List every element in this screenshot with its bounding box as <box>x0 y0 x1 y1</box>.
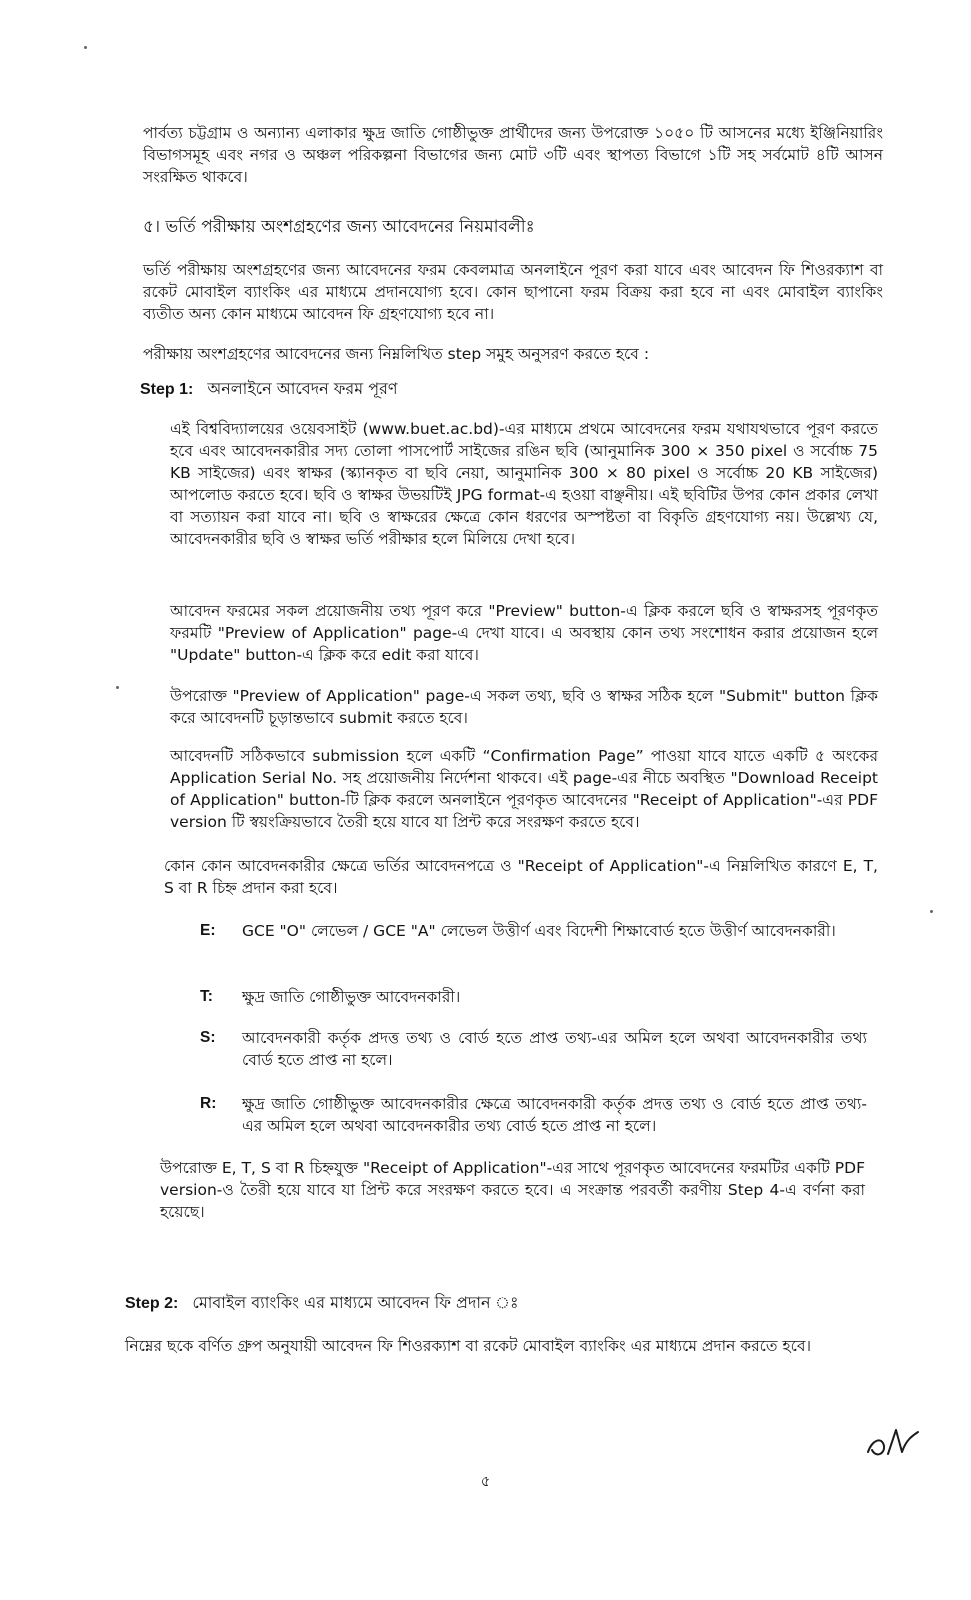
code-label-r: R: <box>200 1095 217 1112</box>
code-row-s <box>200 1027 870 1071</box>
step-1-submit-paragraph: উপরোক্ত "Preview of Application" page-এ সকল তথ্য, ছবি ও স্বাক্ষর সঠিক হলে "Submit" button ক্লিক করে আবেদনটি চূড়ান্তভাবে submit করতে হবে। <box>170 687 878 727</box>
step-2-label: Step 2: <box>125 1295 179 1312</box>
step-1-confirmation-paragraph: আবেদনটি সঠিকভাবে submission হলে একটি “Confirmation Page” পাওয়া যাবে যাতে একটি ৫ অংকের Application Serial No. সহ প্রয়োজনীয় নির্দেশনা থাকবে। এই page-এর নীচে অবস্থিত "Download Receipt of Application" button-টি ক্লিক করলে অনলাইনে পূরণকৃত আবেদনের "Receipt of Application"-এর PDF version টি স্বয়ংক্রিয়ভাবে তৈরী হয়ে যাবে যা প্রিন্ট করে সংরক্ষণ করতে হবে। <box>170 747 878 831</box>
code-desc-r: ক্ষুদ্র জাতি গোষ্ঠীভুক্ত আবেদনকারীর ক্ষেত্রে আবেদনকারী কর্তৃক প্রদত্ত তথ্য ও বোর্ড হতে প্রাপ্ত তথ্য-এর অমিল হলে অথবা আবেদনকারীর তথ্য বোর্ড হতে প্রাপ্ত না হলে। <box>242 1095 867 1135</box>
step-1-marks-paragraph: কোন কোন আবেদনকারীর ক্ষেত্রে ভর্তির আবেদনপত্রে ও "Receipt of Application"-এ নিম্নলিখিত কারণে E, T, S বা R চিহ্ন প্রদান করা হবে। <box>164 857 878 897</box>
code-desc-e: GCE "O" লেভেল / GCE "A" লেভেল উত্তীর্ণ এবং বিদেশী শিক্ষাবোর্ড হতে উত্তীর্ণ আবেদনকারী। <box>242 922 836 940</box>
step-2-heading <box>125 1292 865 1315</box>
page-number: ৫ <box>480 1472 491 1490</box>
step-1-preview-paragraph: আবেদন ফরমের সকল প্রয়োজনীয় তথ্য পূরণ করে "Preview" button-এ ক্লিক করলে ছবি ও স্বাক্ষরসহ পূরণকৃত ফরমটি "Preview of Application" page-এ দেখা যাবে। এ অবস্থায় কোন তথ্য সংশোধন করার প্রয়োজন হলে "Update" button-এ ক্লিক করে edit করা যাবে। <box>170 602 878 664</box>
code-row-r <box>200 1093 870 1137</box>
step-1-heading <box>140 378 880 401</box>
code-row-e <box>200 920 870 964</box>
step-1-photo-paragraph: এই বিশ্ববিদ্যালয়ের ওয়েবসাইট (www.buet.ac.bd)-এর মাধ্যমে প্রথমে আবেদনের ফরম যথাযথভাবে পূরণ করতে হবে এবং আবেদনকারীর সদ্য তোলা পাসপোর্ট সাইজের রঙিন ছবি (আনুমানিক 300 × 350 pixel ও সর্বোচ্চ 75 KB সাইজের) এবং স্বাক্ষর (স্ক্যানকৃত বা ছবি নেয়া, আনুমানিক 300 × 80 pixel ও সর্বোচ্চ 20 KB সাইজের) আপলোড করতে হবে। ছবি ও স্বাক্ষর উভয়টিই JPG format-এ হওয়া বাঞ্ছনীয়। এই ছবিটির উপর কোন প্রকার লেখা বা সত্যায়ন করা যাবে না। ছবি ও স্বাক্ষরের ক্ষেত্রে কোন ধরণের অস্পষ্টতা বা বিকৃতি গ্রহণযোগ্য নয়। উল্লেখ্য যে, আবেদনকারীর ছবি ও স্বাক্ষর ভর্তি পরীক্ষার হলে মিলিয়ে দেখা হবে। <box>170 420 878 548</box>
intro-paragraph: পার্বত্য চট্টগ্রাম ও অন্যান্য এলাকার ক্ষুদ্র জাতি গোষ্ঠীভুক্ত প্রার্থীদের জন্য উপরোক্ত ১০৫০ টি আসনের মধ্যে ইঞ্জিনিয়ারিং বিভাগসমূহ এবং নগর ও অঞ্চল পরিকল্পনা বিভাগের জন্য মোট ৩টি এবং স্থাপত্য বিভাগে ১টি সহ সর্বমোট ৪টি আসন সংরক্ষিত থাকবে। <box>143 124 883 186</box>
code-label-t: T: <box>200 988 213 1005</box>
handwritten-initial-signature <box>862 1422 922 1462</box>
section-5-heading: ৫। ভর্তি পরীক্ষায় অংশগ্রহণের জন্য আবেদনের নিয়মাবলীঃ <box>143 217 535 237</box>
step-1-title: অনলাইনে আবেদন ফরম পূরণ <box>207 379 398 398</box>
code-row-t <box>200 986 870 1008</box>
step-1-label: Step 1: <box>140 381 194 398</box>
step-2-paragraph: নিম্নের ছকে বর্ণিত গ্রুপ অনুযায়ী আবেদন ফি শিওরক্যাশ বা রকেট মোবাইল ব্যাংকিং এর মাধ্যমে প্রদান করতে হবে। <box>125 1337 811 1355</box>
code-label-e: E: <box>200 922 216 939</box>
scan-speck <box>116 686 119 689</box>
step-1-after-paragraph: উপরোক্ত E, T, S বা R চিহ্নযুক্ত "Receipt of Application"-এর সাথে পূরণকৃত আবেদনের ফরমটির একটি PDF version-ও তৈরী হয়ে যাবে যা প্রিন্ট করে সংরক্ষণ করতে হবে। এ সংক্রান্ত পরবর্তী করণীয় Step 4-এ বর্ণনা করা হয়েছে। <box>160 1159 865 1221</box>
section-5-paragraph: ভর্তি পরীক্ষায় অংশগ্রহণের জন্য আবেদনের ফরম কেবলমাত্র অনলাইনে পূরণ করা যাবে এবং আবেদন ফি শিওরক্যাশ বা রকেট মোবাইল ব্যাংকিং এর মাধ্যমে প্রদানযোগ্য হবে। কোন ছাপানো ফরম বিক্রয় করা হবে না এবং মোবাইল ব্যাংকিং ব্যতীত অন্য কোন মাধ্যমে আবেদন ফি গ্রহণযোগ্য হবে না। <box>143 261 883 323</box>
scan-speck <box>930 910 933 913</box>
code-desc-t: ক্ষুদ্র জাতি গোষ্ঠীভুক্ত আবেদনকারী। <box>242 988 461 1006</box>
step-2-title: মোবাইল ব্যাংকিং এর মাধ্যমে আবেদন ফি প্রদান ঃ <box>192 1293 519 1312</box>
code-desc-s: আবেদনকারী কর্তৃক প্রদত্ত তথ্য ও বোর্ড হতে প্রাপ্ত তথ্য-এর অমিল হলে অথবা আবেদনকারীর তথ্য বোর্ড হতে প্রাপ্ত না হলে। <box>242 1029 867 1069</box>
scan-speck <box>84 46 87 49</box>
steps-intro-text: পরীক্ষায় অংশগ্রহণের আবেদনের জন্য নিম্নলিখিত step সমুহ অনুসরণ করতে হবে : <box>143 345 650 363</box>
code-label-s: S: <box>200 1029 216 1046</box>
